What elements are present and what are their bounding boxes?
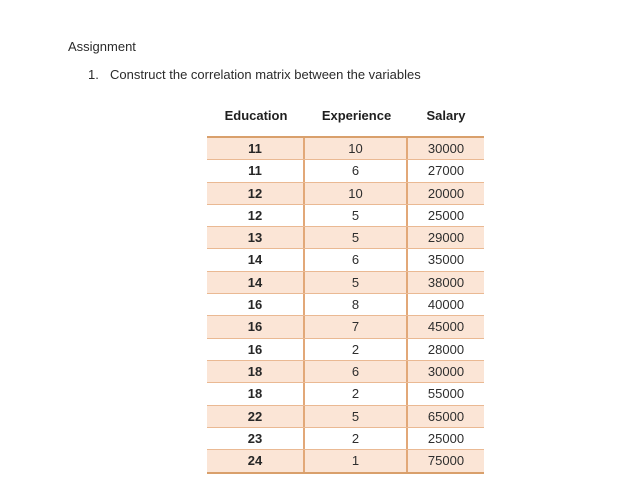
table-cell: 11 [207, 160, 305, 181]
table-cell: 35000 [427, 252, 465, 268]
table-row [207, 160, 484, 182]
table-cell: 16 [207, 294, 305, 315]
table-row [207, 450, 484, 472]
table-cell: 13 [207, 227, 305, 248]
table-cell: 8 [305, 294, 408, 315]
table-cell: 11 [207, 138, 305, 159]
table-row [207, 227, 484, 249]
table-row [207, 205, 484, 227]
table-cell: 45000 [427, 319, 465, 335]
table-cell: 7 [305, 316, 408, 337]
table-cell: 18 [207, 383, 305, 404]
assignment-heading: Assignment [68, 39, 136, 54]
table-cell: 2 [305, 428, 408, 449]
table-cell: 28000 [427, 341, 465, 357]
table-cell: 24 [207, 450, 305, 472]
table-cell: 5 [305, 205, 408, 226]
table-cell: 2 [305, 339, 408, 360]
table-cell: 14 [207, 272, 305, 293]
table-cell: 5 [305, 272, 408, 293]
table-cell: 25000 [427, 430, 465, 446]
table-cell: 5 [305, 406, 408, 427]
table-cell: 16 [207, 339, 305, 360]
table-cell: 55000 [427, 386, 465, 402]
table-cell: 65000 [427, 408, 465, 424]
table-cell: 18 [207, 361, 305, 382]
list-number: 1. [88, 67, 99, 82]
table-cell: 75000 [427, 453, 465, 469]
table-header-row [207, 108, 484, 123]
table-cell: 40000 [427, 297, 465, 313]
table-cell: 6 [305, 249, 408, 270]
table-cell: 22 [207, 406, 305, 427]
table-cell: 25000 [427, 207, 465, 223]
table-row [207, 339, 484, 361]
table-cell: 27000 [427, 163, 465, 179]
table-cell: 1 [305, 450, 408, 472]
table-cell: 12 [207, 183, 305, 204]
table-row [207, 183, 484, 205]
table-row [207, 138, 484, 160]
table-row [207, 294, 484, 316]
table-row [207, 316, 484, 338]
table-cell: 29000 [427, 230, 465, 246]
table-cell: 6 [305, 160, 408, 181]
table-row [207, 383, 484, 405]
table-row [207, 272, 484, 294]
table-cell: 16 [207, 316, 305, 337]
table-row [207, 406, 484, 428]
column-header-salary: Salary [426, 108, 466, 123]
instruction-item [88, 67, 421, 82]
table-cell: 10 [305, 183, 408, 204]
table-cell: 12 [207, 205, 305, 226]
table-cell: 10 [305, 138, 408, 159]
table-row [207, 249, 484, 271]
table-cell: 38000 [427, 274, 465, 290]
column-header-education: Education [224, 108, 288, 123]
table-row [207, 361, 484, 383]
table-cell: 30000 [427, 363, 465, 379]
table-row [207, 428, 484, 450]
table-cell: 23 [207, 428, 305, 449]
column-header-experience: Experience [321, 108, 392, 123]
table-cell: 2 [305, 383, 408, 404]
data-table [207, 136, 484, 474]
table-cell: 5 [305, 227, 408, 248]
table-cell: 30000 [427, 141, 465, 156]
table-cell: 6 [305, 361, 408, 382]
table-cell: 14 [207, 249, 305, 270]
table-cell: 20000 [427, 185, 465, 201]
instruction-text: Construct the correlation matrix between the variables [110, 67, 421, 82]
